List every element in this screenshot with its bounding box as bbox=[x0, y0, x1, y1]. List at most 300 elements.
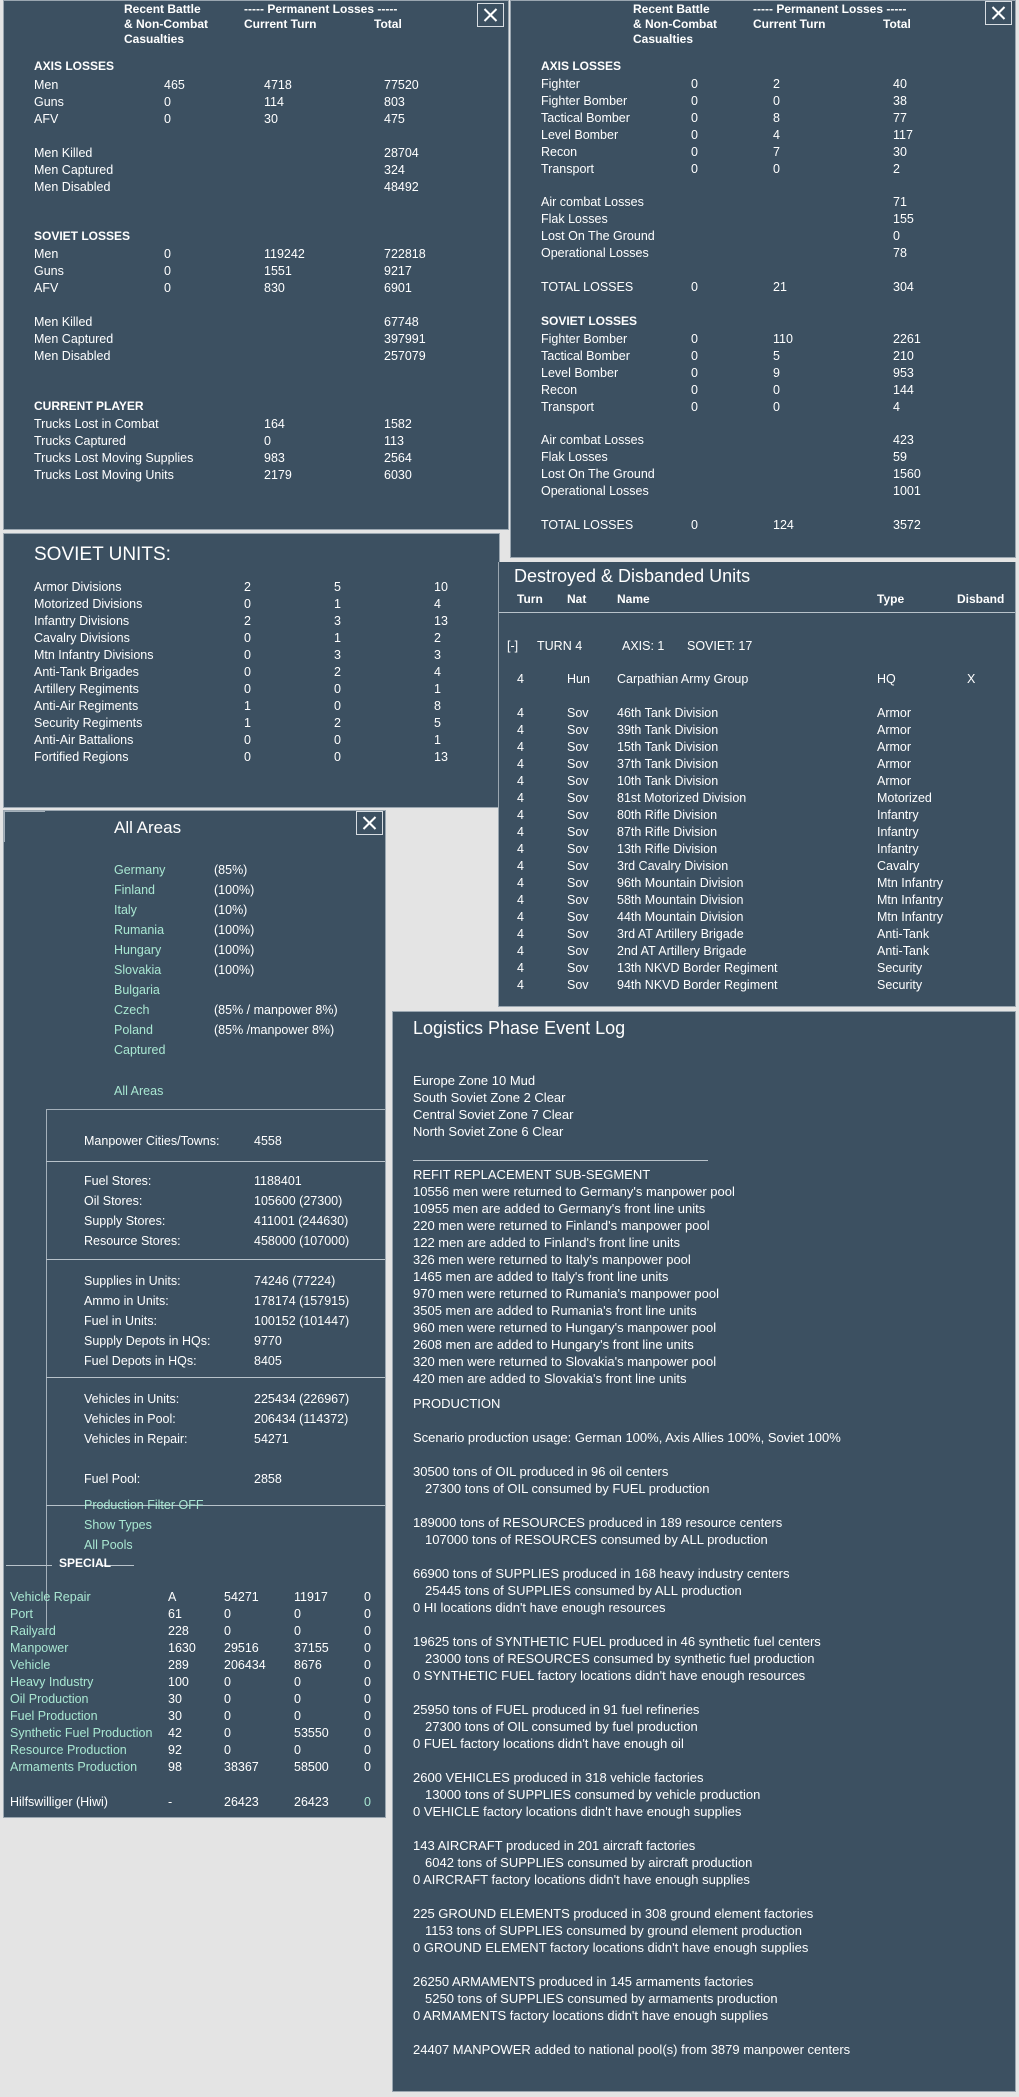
row-type: Armor bbox=[877, 757, 912, 771]
unit-row-c: 4 bbox=[434, 597, 441, 611]
hq-name[interactable]: Carpathian Army Group bbox=[617, 672, 749, 686]
row-type: Infantry bbox=[877, 825, 919, 839]
log-line: 5250 tons of SUPPLIES consumed by armaments production bbox=[425, 1991, 778, 2006]
log-line: 220 men were returned to Finland's manpower pool bbox=[413, 1218, 710, 1233]
country-link[interactable]: Slovakia bbox=[114, 963, 162, 977]
soviet-men-row-c: 397991 bbox=[384, 332, 426, 346]
row-turn: 4 bbox=[517, 927, 524, 941]
soviet-row-c: 6901 bbox=[384, 281, 412, 295]
show-types-link[interactable]: Show Types bbox=[84, 1518, 152, 1532]
axis-air-row-a: 0 bbox=[691, 111, 698, 125]
log-line: 420 men are added to Slovakia's front line units bbox=[413, 1371, 687, 1386]
axis-air-row-l: Tactical Bomber bbox=[541, 111, 630, 125]
soviet-total-c: 3572 bbox=[893, 518, 921, 532]
log-line: 27300 tons of OIL consumed by FUEL production bbox=[425, 1481, 710, 1496]
special-c: 37155 bbox=[294, 1641, 329, 1655]
country-pct: (100%) bbox=[214, 943, 255, 957]
axis-air-row-b: 0 bbox=[773, 94, 780, 108]
group-toggle[interactable]: [-] bbox=[507, 639, 519, 653]
row-name[interactable]: 46th Tank Division bbox=[617, 706, 719, 720]
log-line: 1153 tons of SUPPLIES consumed by ground element production bbox=[425, 1923, 802, 1938]
special-d: 0 bbox=[364, 1743, 371, 1757]
destroyed-units-title: Destroyed & Disbanded Units bbox=[514, 566, 751, 586]
row-type: Anti-Tank bbox=[877, 944, 930, 958]
special-d: 0 bbox=[364, 1658, 371, 1672]
log-line: Scenario production usage: German 100%, Axis Allies 100%, Soviet 100% bbox=[413, 1430, 841, 1445]
unit-row-l: Anti-Tank Brigades bbox=[34, 665, 139, 679]
manpower-value: 4558 bbox=[254, 1134, 282, 1148]
unit-row-b: 2 bbox=[334, 665, 341, 679]
country-link[interactable]: Germany bbox=[114, 863, 166, 877]
row-type: Mtn Infantry bbox=[877, 893, 943, 907]
close-icon[interactable] bbox=[356, 811, 383, 835]
player-row-c: 1582 bbox=[384, 417, 412, 431]
soviet-total-b: 124 bbox=[773, 518, 794, 532]
special-d: 0 bbox=[364, 1726, 371, 1740]
country-pct: (85% /manpower 8%) bbox=[214, 1023, 335, 1037]
row-type: Armor bbox=[877, 774, 912, 788]
hiwi-b: 26423 bbox=[224, 1795, 259, 1809]
axis-air-row-a: 0 bbox=[691, 94, 698, 108]
row-turn: 4 bbox=[517, 944, 524, 958]
soviet-other-row-c: 1001 bbox=[893, 484, 921, 498]
row-nat: Sov bbox=[567, 723, 589, 737]
unit-row-c: 1 bbox=[434, 733, 441, 747]
col-header-total: Total bbox=[883, 17, 911, 31]
axis-air-row-a: 0 bbox=[691, 77, 698, 91]
player-row-b: 0 bbox=[264, 434, 271, 448]
row-nat: Sov bbox=[567, 808, 589, 822]
log-line: 189000 tons of RESOURCES produced in 189 resource centers bbox=[413, 1515, 783, 1530]
special-c: 0 bbox=[294, 1709, 301, 1723]
row-turn: 4 bbox=[517, 706, 524, 720]
hq-disband: X bbox=[967, 672, 976, 686]
row-type: Anti-Tank bbox=[877, 927, 930, 941]
soviet-air-row-a: 0 bbox=[691, 400, 698, 414]
axis-air-row-l: Level Bomber bbox=[541, 128, 619, 142]
soviet-other-row-l: Operational Losses bbox=[541, 484, 649, 498]
stat-value: 54271 bbox=[254, 1432, 289, 1446]
row-nat: Sov bbox=[567, 842, 589, 856]
row-turn: 4 bbox=[517, 842, 524, 856]
soviet-air-row-l: Fighter Bomber bbox=[541, 332, 628, 346]
axis-row-c: 803 bbox=[384, 95, 405, 109]
unit-row-c: 13 bbox=[434, 750, 448, 764]
axis-row-l: AFV bbox=[34, 112, 59, 126]
soviet-air-row-b: 9 bbox=[773, 366, 780, 380]
row-name[interactable]: 13th Rifle Division bbox=[617, 842, 718, 856]
special-a: 92 bbox=[168, 1743, 182, 1757]
axis-air-row-c: 30 bbox=[893, 145, 907, 159]
log-line: 326 men were returned to Italy's manpower pool bbox=[413, 1252, 691, 1267]
row-type: Security bbox=[877, 978, 923, 992]
unit-row-a: 2 bbox=[244, 580, 251, 594]
destroyed-units-panel bbox=[498, 562, 1016, 1007]
axis-other-row-l: Lost On The Ground bbox=[541, 229, 655, 243]
stat-value: 225434 (226967) bbox=[254, 1392, 350, 1406]
all-areas-title: All Areas bbox=[114, 818, 182, 837]
country-link[interactable]: Rumania bbox=[114, 923, 165, 937]
country-link[interactable]: Bulgaria bbox=[114, 983, 160, 997]
stat-label: Fuel Depots in HQs: bbox=[84, 1354, 197, 1368]
soviet-air-row-a: 0 bbox=[691, 332, 698, 346]
log-line: 10955 men are added to Germany's front line units bbox=[413, 1201, 706, 1216]
special-l[interactable]: Vehicle bbox=[10, 1658, 51, 1672]
special-l[interactable]: Port bbox=[10, 1607, 33, 1621]
unit-row-b: 0 bbox=[334, 733, 341, 747]
special-l[interactable]: Armaments Production bbox=[10, 1760, 138, 1774]
special-b: 0 bbox=[224, 1726, 231, 1740]
log-line: 0 VEHICLE factory locations didn't have enough supplies bbox=[413, 1804, 742, 1819]
row-name[interactable]: 10th Tank Division bbox=[617, 774, 719, 788]
unit-row-l: Fortified Regions bbox=[34, 750, 129, 764]
col-turn[interactable]: Turn bbox=[517, 592, 543, 606]
row-turn: 4 bbox=[517, 757, 524, 771]
row-nat: Sov bbox=[567, 961, 589, 975]
col-header-recent: Recent Battle & Non-Combat Casualties bbox=[124, 2, 208, 46]
special-title: SPECIAL bbox=[59, 1556, 112, 1570]
player-row-l: Trucks Lost Moving Units bbox=[34, 468, 174, 482]
unit-row-a: 0 bbox=[244, 733, 251, 747]
country-link[interactable]: Italy bbox=[114, 903, 137, 917]
special-b: 0 bbox=[224, 1743, 231, 1757]
row-name[interactable]: 39th Tank Division bbox=[617, 723, 719, 737]
log-line: 27300 tons of OIL consumed by fuel production bbox=[425, 1719, 698, 1734]
axis-men-row-c: 324 bbox=[384, 163, 405, 177]
row-type: Armor bbox=[877, 706, 912, 720]
unit-row-b: 0 bbox=[334, 682, 341, 696]
close-icon[interactable] bbox=[477, 3, 504, 27]
all-areas-link[interactable]: All Areas bbox=[114, 1084, 164, 1098]
special-b: 0 bbox=[224, 1709, 231, 1723]
special-b: 38367 bbox=[224, 1760, 259, 1774]
all-areas-panel bbox=[3, 810, 386, 1818]
row-type: Infantry bbox=[877, 808, 919, 822]
special-l[interactable]: Resource Production bbox=[10, 1743, 127, 1757]
row-turn: 4 bbox=[517, 808, 524, 822]
row-nat: Sov bbox=[567, 927, 589, 941]
axis-air-row-a: 0 bbox=[691, 162, 698, 176]
unit-row-a: 2 bbox=[244, 614, 251, 628]
stat-label: Ammo in Units: bbox=[84, 1294, 169, 1308]
stat-label: Supply Depots in HQs: bbox=[84, 1334, 211, 1348]
unit-row-l: Motorized Divisions bbox=[34, 597, 143, 611]
log-line: 225 GROUND ELEMENTS produced in 308 ground element factories bbox=[413, 1906, 814, 1921]
log-line: 0 HI locations didn't have enough resources bbox=[413, 1600, 666, 1615]
axis-other-row-c: 0 bbox=[893, 229, 900, 243]
log-line: 0 GROUND ELEMENT factory locations didn't have enough supplies bbox=[413, 1940, 809, 1955]
special-d: 0 bbox=[364, 1590, 371, 1604]
row-nat: Sov bbox=[567, 774, 589, 788]
axis-air-row-l: Transport bbox=[541, 162, 595, 176]
special-a: 100 bbox=[168, 1675, 189, 1689]
row-turn: 4 bbox=[517, 893, 524, 907]
unit-row-c: 8 bbox=[434, 699, 441, 713]
axis-men-row-l: Men Disabled bbox=[34, 180, 111, 194]
special-l[interactable]: Manpower bbox=[10, 1641, 69, 1655]
log-line: 0 ARMAMENTS factory locations didn't have enough supplies bbox=[413, 2008, 769, 2023]
section-axis-losses: AXIS LOSSES bbox=[34, 59, 115, 73]
fuel-pool-value: 2858 bbox=[254, 1472, 282, 1486]
player-row-c: 6030 bbox=[384, 468, 412, 482]
special-c: 0 bbox=[294, 1692, 301, 1706]
col-header-current-turn: Current Turn bbox=[244, 17, 317, 31]
row-name[interactable]: 96th Mountain Division bbox=[617, 876, 744, 890]
section-axis-losses: AXIS LOSSES bbox=[541, 59, 622, 73]
col-disband[interactable]: Disband bbox=[957, 592, 1005, 606]
axis-total-a: 0 bbox=[691, 280, 698, 294]
country-link[interactable]: Captured bbox=[114, 1043, 166, 1057]
row-name[interactable]: 87th Rifle Division bbox=[617, 825, 718, 839]
ground-losses-panel bbox=[3, 0, 509, 530]
log-line: 30500 tons of OIL produced in 96 oil centers bbox=[413, 1464, 669, 1479]
axis-other-row-c: 71 bbox=[893, 195, 907, 209]
soviet-row-b: 830 bbox=[264, 281, 285, 295]
special-c: 0 bbox=[294, 1624, 301, 1638]
country-link[interactable]: Poland bbox=[114, 1023, 153, 1037]
soviet-air-row-c: 953 bbox=[893, 366, 914, 380]
hiwi-l: Hilfswilliger (Hiwi) bbox=[10, 1795, 108, 1809]
soviet-air-row-l: Recon bbox=[541, 383, 578, 397]
soviet-total-a: 0 bbox=[691, 518, 698, 532]
stat-value: 458000 (107000) bbox=[254, 1234, 350, 1248]
unit-row-a: 0 bbox=[244, 631, 251, 645]
log-line: 2600 VEHICLES produced in 318 vehicle factories bbox=[413, 1770, 704, 1785]
soviet-units-title: SOVIET UNITS: bbox=[34, 544, 171, 565]
axis-air-row-a: 0 bbox=[691, 128, 698, 142]
special-c: 0 bbox=[294, 1675, 301, 1689]
row-name[interactable]: 13th NKVD Border Regiment bbox=[617, 961, 778, 975]
log-line: 25445 tons of SUPPLIES consumed by ALL production bbox=[425, 1583, 742, 1598]
soviet-air-row-l: Transport bbox=[541, 400, 595, 414]
log-line: 24407 MANPOWER added to national pool(s) from 3879 manpower centers bbox=[413, 2042, 851, 2057]
axis-row-a: 465 bbox=[164, 78, 185, 92]
unit-row-c: 10 bbox=[434, 580, 448, 594]
col-type[interactable]: Type bbox=[877, 592, 905, 606]
special-a: 228 bbox=[168, 1624, 189, 1638]
special-a: 98 bbox=[168, 1760, 182, 1774]
log-line: North Soviet Zone 6 Clear bbox=[413, 1124, 564, 1139]
row-turn: 4 bbox=[517, 859, 524, 873]
country-pct: (100%) bbox=[214, 963, 255, 977]
unit-row-l: Armor Divisions bbox=[34, 580, 122, 594]
row-turn: 4 bbox=[517, 978, 524, 992]
soviet-men-row-l: Men Captured bbox=[34, 332, 114, 346]
soviet-other-row-c: 423 bbox=[893, 433, 914, 447]
row-turn: 4 bbox=[517, 791, 524, 805]
unit-row-b: 0 bbox=[334, 699, 341, 713]
player-row-b: 2179 bbox=[264, 468, 292, 482]
country-link[interactable]: Finland bbox=[114, 883, 155, 897]
unit-row-b: 3 bbox=[334, 648, 341, 662]
special-l[interactable]: Heavy Industry bbox=[10, 1675, 94, 1689]
stat-label: Resource Stores: bbox=[84, 1234, 181, 1248]
unit-row-a: 1 bbox=[244, 699, 251, 713]
special-d: 0 bbox=[364, 1607, 371, 1621]
axis-air-row-c: 38 bbox=[893, 94, 907, 108]
stat-value: 74246 (77224) bbox=[254, 1274, 336, 1288]
stat-value: 8405 bbox=[254, 1354, 282, 1368]
stat-label: Oil Stores: bbox=[84, 1194, 143, 1208]
unit-row-a: 1 bbox=[244, 716, 251, 730]
special-b: 54271 bbox=[224, 1590, 259, 1604]
axis-other-row-c: 78 bbox=[893, 246, 907, 260]
unit-row-c: 1 bbox=[434, 682, 441, 696]
soviet-air-row-c: 4 bbox=[893, 400, 900, 414]
log-title: Logistics Phase Event Log bbox=[413, 1018, 626, 1038]
row-name[interactable]: 2nd AT Artillery Brigade bbox=[617, 944, 747, 958]
row-name[interactable]: 94th NKVD Border Regiment bbox=[617, 978, 778, 992]
special-l[interactable]: Fuel Production bbox=[10, 1709, 98, 1723]
player-row-l: Trucks Lost Moving Supplies bbox=[34, 451, 194, 465]
special-l[interactable]: Railyard bbox=[10, 1624, 56, 1638]
special-c: 53550 bbox=[294, 1726, 329, 1740]
special-b: 206434 bbox=[224, 1658, 266, 1672]
special-c: 58500 bbox=[294, 1760, 329, 1774]
col-header-total: Total bbox=[374, 17, 402, 31]
row-type: Mtn Infantry bbox=[877, 876, 943, 890]
axis-total-l: TOTAL LOSSES bbox=[541, 280, 634, 294]
axis-air-row-c: 117 bbox=[893, 128, 913, 142]
special-d: 0 bbox=[364, 1641, 371, 1655]
axis-other-row-l: Flak Losses bbox=[541, 212, 608, 226]
log-line: 10556 men were returned to Germany's manpower pool bbox=[413, 1184, 735, 1199]
soviet-men-row-l: Men Disabled bbox=[34, 349, 111, 363]
log-line: 122 men are added to Finland's front line units bbox=[413, 1235, 680, 1250]
axis-air-row-b: 4 bbox=[773, 128, 780, 142]
stat-value: 206434 (114372) bbox=[254, 1412, 349, 1426]
soviet-air-row-b: 5 bbox=[773, 349, 780, 363]
special-b: 0 bbox=[224, 1692, 231, 1706]
player-row-c: 113 bbox=[384, 434, 404, 448]
player-row-c: 2564 bbox=[384, 451, 412, 465]
col-name[interactable]: Name bbox=[617, 592, 650, 606]
hiwi-c: 26423 bbox=[294, 1795, 329, 1809]
unit-row-a: 0 bbox=[244, 597, 251, 611]
log-line: 25950 tons of FUEL produced in 91 fuel refineries bbox=[413, 1702, 700, 1717]
unit-row-l: Security Regiments bbox=[34, 716, 143, 730]
stat-label: Fuel Stores: bbox=[84, 1174, 152, 1188]
log-line: 23000 tons of RESOURCES consumed by synthetic fuel production bbox=[425, 1651, 815, 1666]
axis-total-c: 304 bbox=[893, 280, 914, 294]
log-line: 0 SYNTHETIC FUEL factory locations didn't have enough resources bbox=[413, 1668, 806, 1683]
section-soviet-losses: SOVIET LOSSES bbox=[541, 314, 638, 328]
row-name[interactable]: 3rd AT Artillery Brigade bbox=[617, 927, 744, 941]
row-name[interactable]: 37th Tank Division bbox=[617, 757, 719, 771]
row-nat: Sov bbox=[567, 757, 589, 771]
unit-row-l: Infantry Divisions bbox=[34, 614, 130, 628]
special-l[interactable]: Vehicle Repair bbox=[10, 1590, 91, 1604]
col-header-permanent: ----- Permanent Losses ----- bbox=[244, 2, 398, 16]
close-icon[interactable] bbox=[985, 1, 1012, 25]
soviet-other-row-l: Flak Losses bbox=[541, 450, 608, 464]
axis-air-row-c: 77 bbox=[893, 111, 907, 125]
log-line: 19625 tons of SYNTHETIC FUEL produced in 46 synthetic fuel centers bbox=[413, 1634, 821, 1649]
country-link[interactable]: Czech bbox=[114, 1003, 150, 1017]
country-pct: (10%) bbox=[214, 903, 248, 917]
row-name[interactable]: 58th Mountain Division bbox=[617, 893, 744, 907]
row-turn: 4 bbox=[517, 961, 524, 975]
axis-air-row-b: 2 bbox=[773, 77, 780, 91]
log-line: 26250 ARMAMENTS produced in 145 armaments factories bbox=[413, 1974, 754, 1989]
soviet-units-panel bbox=[3, 533, 500, 808]
manpower-label: Manpower Cities/Towns: bbox=[84, 1134, 220, 1148]
special-a: 42 bbox=[168, 1726, 182, 1740]
country-pct: (100%) bbox=[214, 883, 255, 897]
special-c: 8676 bbox=[294, 1658, 322, 1672]
row-name[interactable]: 3rd Cavalry Division bbox=[617, 859, 729, 873]
special-b: 0 bbox=[224, 1624, 231, 1638]
soviet-men-row-c: 257079 bbox=[384, 349, 426, 363]
log-heading: PRODUCTION bbox=[413, 1396, 501, 1411]
axis-row-l: Men bbox=[34, 78, 59, 92]
stat-value: 9770 bbox=[254, 1334, 282, 1348]
stat-value: 105600 (27300) bbox=[254, 1194, 343, 1208]
axis-row-l: Guns bbox=[34, 95, 64, 109]
row-type: Armor bbox=[877, 740, 912, 754]
row-turn: 4 bbox=[517, 774, 524, 788]
stat-value: 411001 (244630) bbox=[254, 1214, 349, 1228]
special-a: A bbox=[168, 1590, 177, 1604]
special-l[interactable]: Synthetic Fuel Production bbox=[10, 1726, 153, 1740]
soviet-air-row-a: 0 bbox=[691, 366, 698, 380]
row-type: Mtn Infantry bbox=[877, 910, 943, 924]
country-link[interactable]: Hungary bbox=[114, 943, 162, 957]
special-c: 11917 bbox=[294, 1590, 328, 1604]
log-line: 970 men were returned to Rumania's manpower pool bbox=[413, 1286, 719, 1301]
row-turn: 4 bbox=[517, 910, 524, 924]
soviet-air-row-l: Tactical Bomber bbox=[541, 349, 630, 363]
row-name[interactable]: 80th Rifle Division bbox=[617, 808, 718, 822]
col-nat[interactable]: Nat bbox=[567, 592, 587, 606]
unit-row-l: Anti-Air Regiments bbox=[34, 699, 139, 713]
hiwi-a: - bbox=[168, 1795, 173, 1809]
log-line: 320 men were returned to Slovakia's manpower pool bbox=[413, 1354, 717, 1369]
special-c: 0 bbox=[294, 1743, 301, 1757]
soviet-other-row-c: 1560 bbox=[893, 467, 921, 481]
unit-row-c: 2 bbox=[434, 631, 441, 645]
axis-air-row-c: 40 bbox=[893, 77, 907, 91]
special-a: 30 bbox=[168, 1692, 182, 1706]
axis-air-row-b: 8 bbox=[773, 111, 780, 125]
special-a: 1630 bbox=[168, 1641, 196, 1655]
axis-air-row-l: Recon bbox=[541, 145, 578, 159]
col-header-permanent: ----- Permanent Losses ----- bbox=[753, 2, 907, 16]
special-l[interactable]: Oil Production bbox=[10, 1692, 89, 1706]
row-name[interactable]: 81st Motorized Division bbox=[617, 791, 747, 805]
log-line: Central Soviet Zone 7 Clear bbox=[413, 1107, 574, 1122]
all-pools-link[interactable]: All Pools bbox=[84, 1538, 133, 1552]
row-nat: Sov bbox=[567, 876, 589, 890]
soviet-other-row-l: Air combat Losses bbox=[541, 433, 644, 447]
soviet-air-row-b: 110 bbox=[773, 332, 793, 346]
unit-row-l: Artillery Regiments bbox=[34, 682, 139, 696]
soviet-air-row-a: 0 bbox=[691, 383, 698, 397]
row-nat: Sov bbox=[567, 944, 589, 958]
row-type: Cavalry bbox=[877, 859, 920, 873]
row-name[interactable]: 15th Tank Division bbox=[617, 740, 719, 754]
production-filter-link[interactable]: Production Filter OFF bbox=[84, 1498, 204, 1512]
unit-row-c: 4 bbox=[434, 665, 441, 679]
axis-men-row-l: Men Killed bbox=[34, 146, 93, 160]
row-turn: 4 bbox=[517, 740, 524, 754]
col-header-recent: Recent Battle & Non-Combat Casualties bbox=[633, 2, 717, 46]
axis-row-b: 114 bbox=[264, 95, 284, 109]
log-line: 107000 tons of RESOURCES consumed by ALL production bbox=[425, 1532, 768, 1547]
row-name[interactable]: 44th Mountain Division bbox=[617, 910, 744, 924]
log-line: 66900 tons of SUPPLIES produced in 168 heavy industry centers bbox=[413, 1566, 790, 1581]
special-a: 61 bbox=[168, 1607, 182, 1621]
